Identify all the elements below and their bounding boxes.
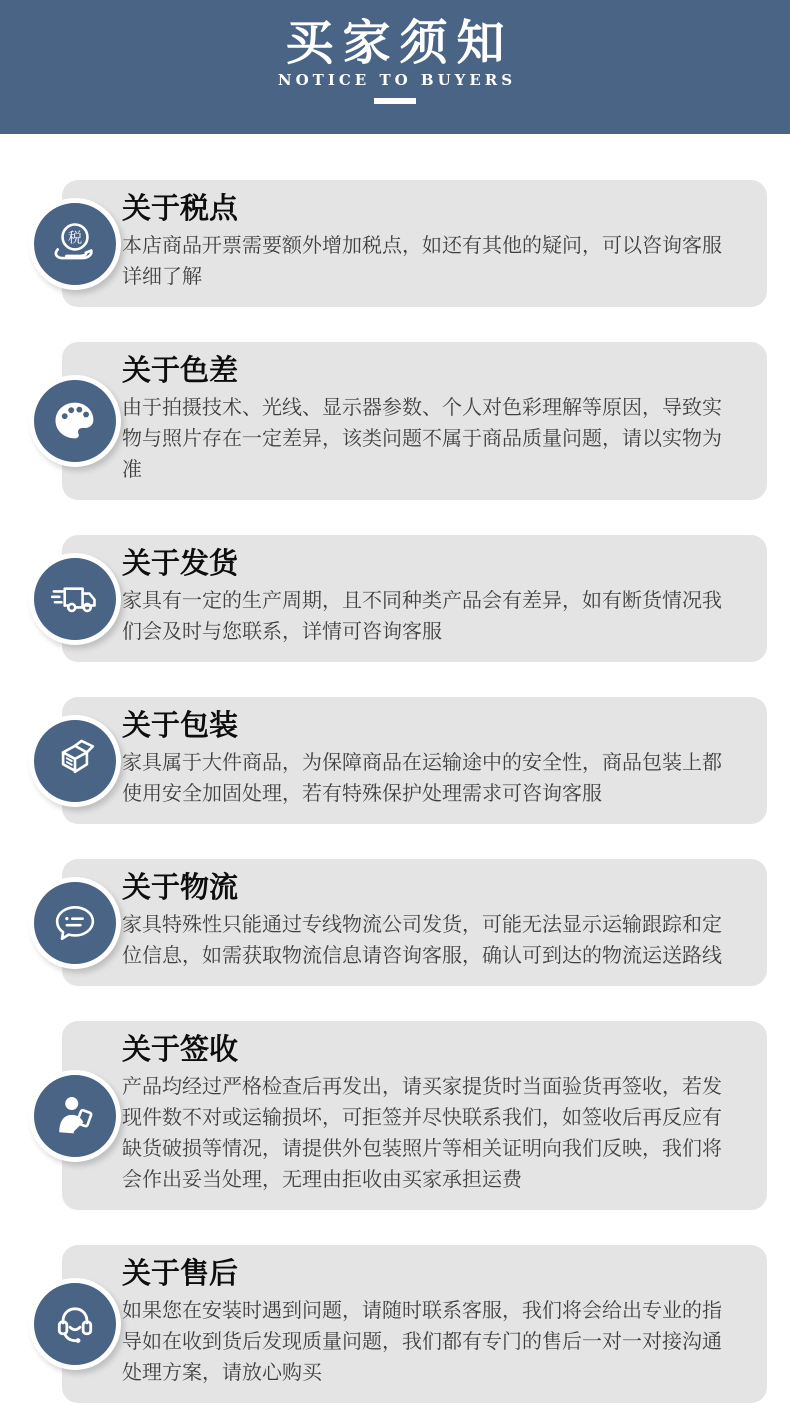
notice-card-color [62, 342, 767, 500]
section-title: 关于售后 [122, 1258, 239, 1290]
section-title: 关于签收 [122, 1034, 239, 1066]
aftersales-badge [29, 1278, 121, 1370]
inspection-person-icon [49, 1090, 101, 1142]
section-title: 关于色差 [122, 355, 239, 387]
tax-badge [29, 198, 121, 290]
headset-icon [49, 1298, 101, 1350]
section-body: 产品均经过严格检查后再发出，请买家提货时当面验货再签收，若发现件数不对或运输损坏，可拒签并尽快联系我们，如签收后再反应有缺货破损等情况，请提供外包装照片等相关证明向我们反映，我们将会作出妥当处理，无理由拒收由买家承担运费 [122, 1076, 722, 1191]
section-body: 如果您在安装时遇到问题，请随时联系客服，我们将会给出专业的指导如在收到货后发现质量问题，我们都有专门的售后一对一对接沟通处理方案，请放心购买 [122, 1300, 722, 1384]
page-subtitle: NOTICE TO BUYERS [277, 71, 517, 89]
section-title: 关于税点 [122, 193, 239, 225]
section-title: 关于物流 [122, 872, 239, 904]
section-body: 由于拍摄技术、光线、显示器参数、个人对色彩理解等原因，导致实物与照片存在一定差异，该类问题不属于商品质量问题，请以实物为准 [122, 397, 722, 481]
logistics-badge [29, 877, 121, 969]
notice-list [0, 134, 790, 1403]
notice-card-logistics [62, 859, 767, 986]
svg-text:税: 税 [67, 228, 83, 245]
receipt-badge [29, 1070, 121, 1162]
section-body: 家具有一定的生产周期，且不同种类产品会有差异，如有断货情况我们会及时与您联系，详情可咨询客服 [122, 590, 722, 643]
page-header [0, 0, 790, 134]
notice-card-receipt [62, 1021, 767, 1210]
delivery-truck-icon [49, 573, 101, 625]
notice-card-packaging [62, 697, 767, 824]
section-body: 本店商品开票需要额外增加税点，如还有其他的疑问，可以咨询客服详细了解 [122, 235, 722, 288]
color-badge [29, 375, 121, 467]
palette-icon [49, 395, 101, 447]
title-underline-bar [374, 98, 416, 104]
section-title: 关于包装 [122, 710, 239, 742]
package-icon [49, 735, 101, 787]
notice-card-aftersales [62, 1245, 767, 1403]
section-body: 家具属于大件商品，为保障商品在运输途中的安全性，商品包装上都使用安全加固处理，若有特殊保护处理需求可咨询客服 [122, 752, 722, 805]
page-title: 买家须知 [285, 15, 514, 71]
shipping-badge [29, 553, 121, 645]
notice-card-shipping [62, 535, 767, 662]
packaging-badge [29, 715, 121, 807]
chat-bubble-icon [49, 897, 101, 949]
section-title: 关于发货 [122, 548, 239, 580]
section-body: 家具特殊性只能通过专线物流公司发货，可能无法显示运输跟踪和定位信息，如需获取物流信息请咨询客服，确认可到达的物流运送路线 [122, 914, 722, 967]
notice-card-tax [62, 180, 767, 307]
tax-icon [49, 218, 101, 270]
